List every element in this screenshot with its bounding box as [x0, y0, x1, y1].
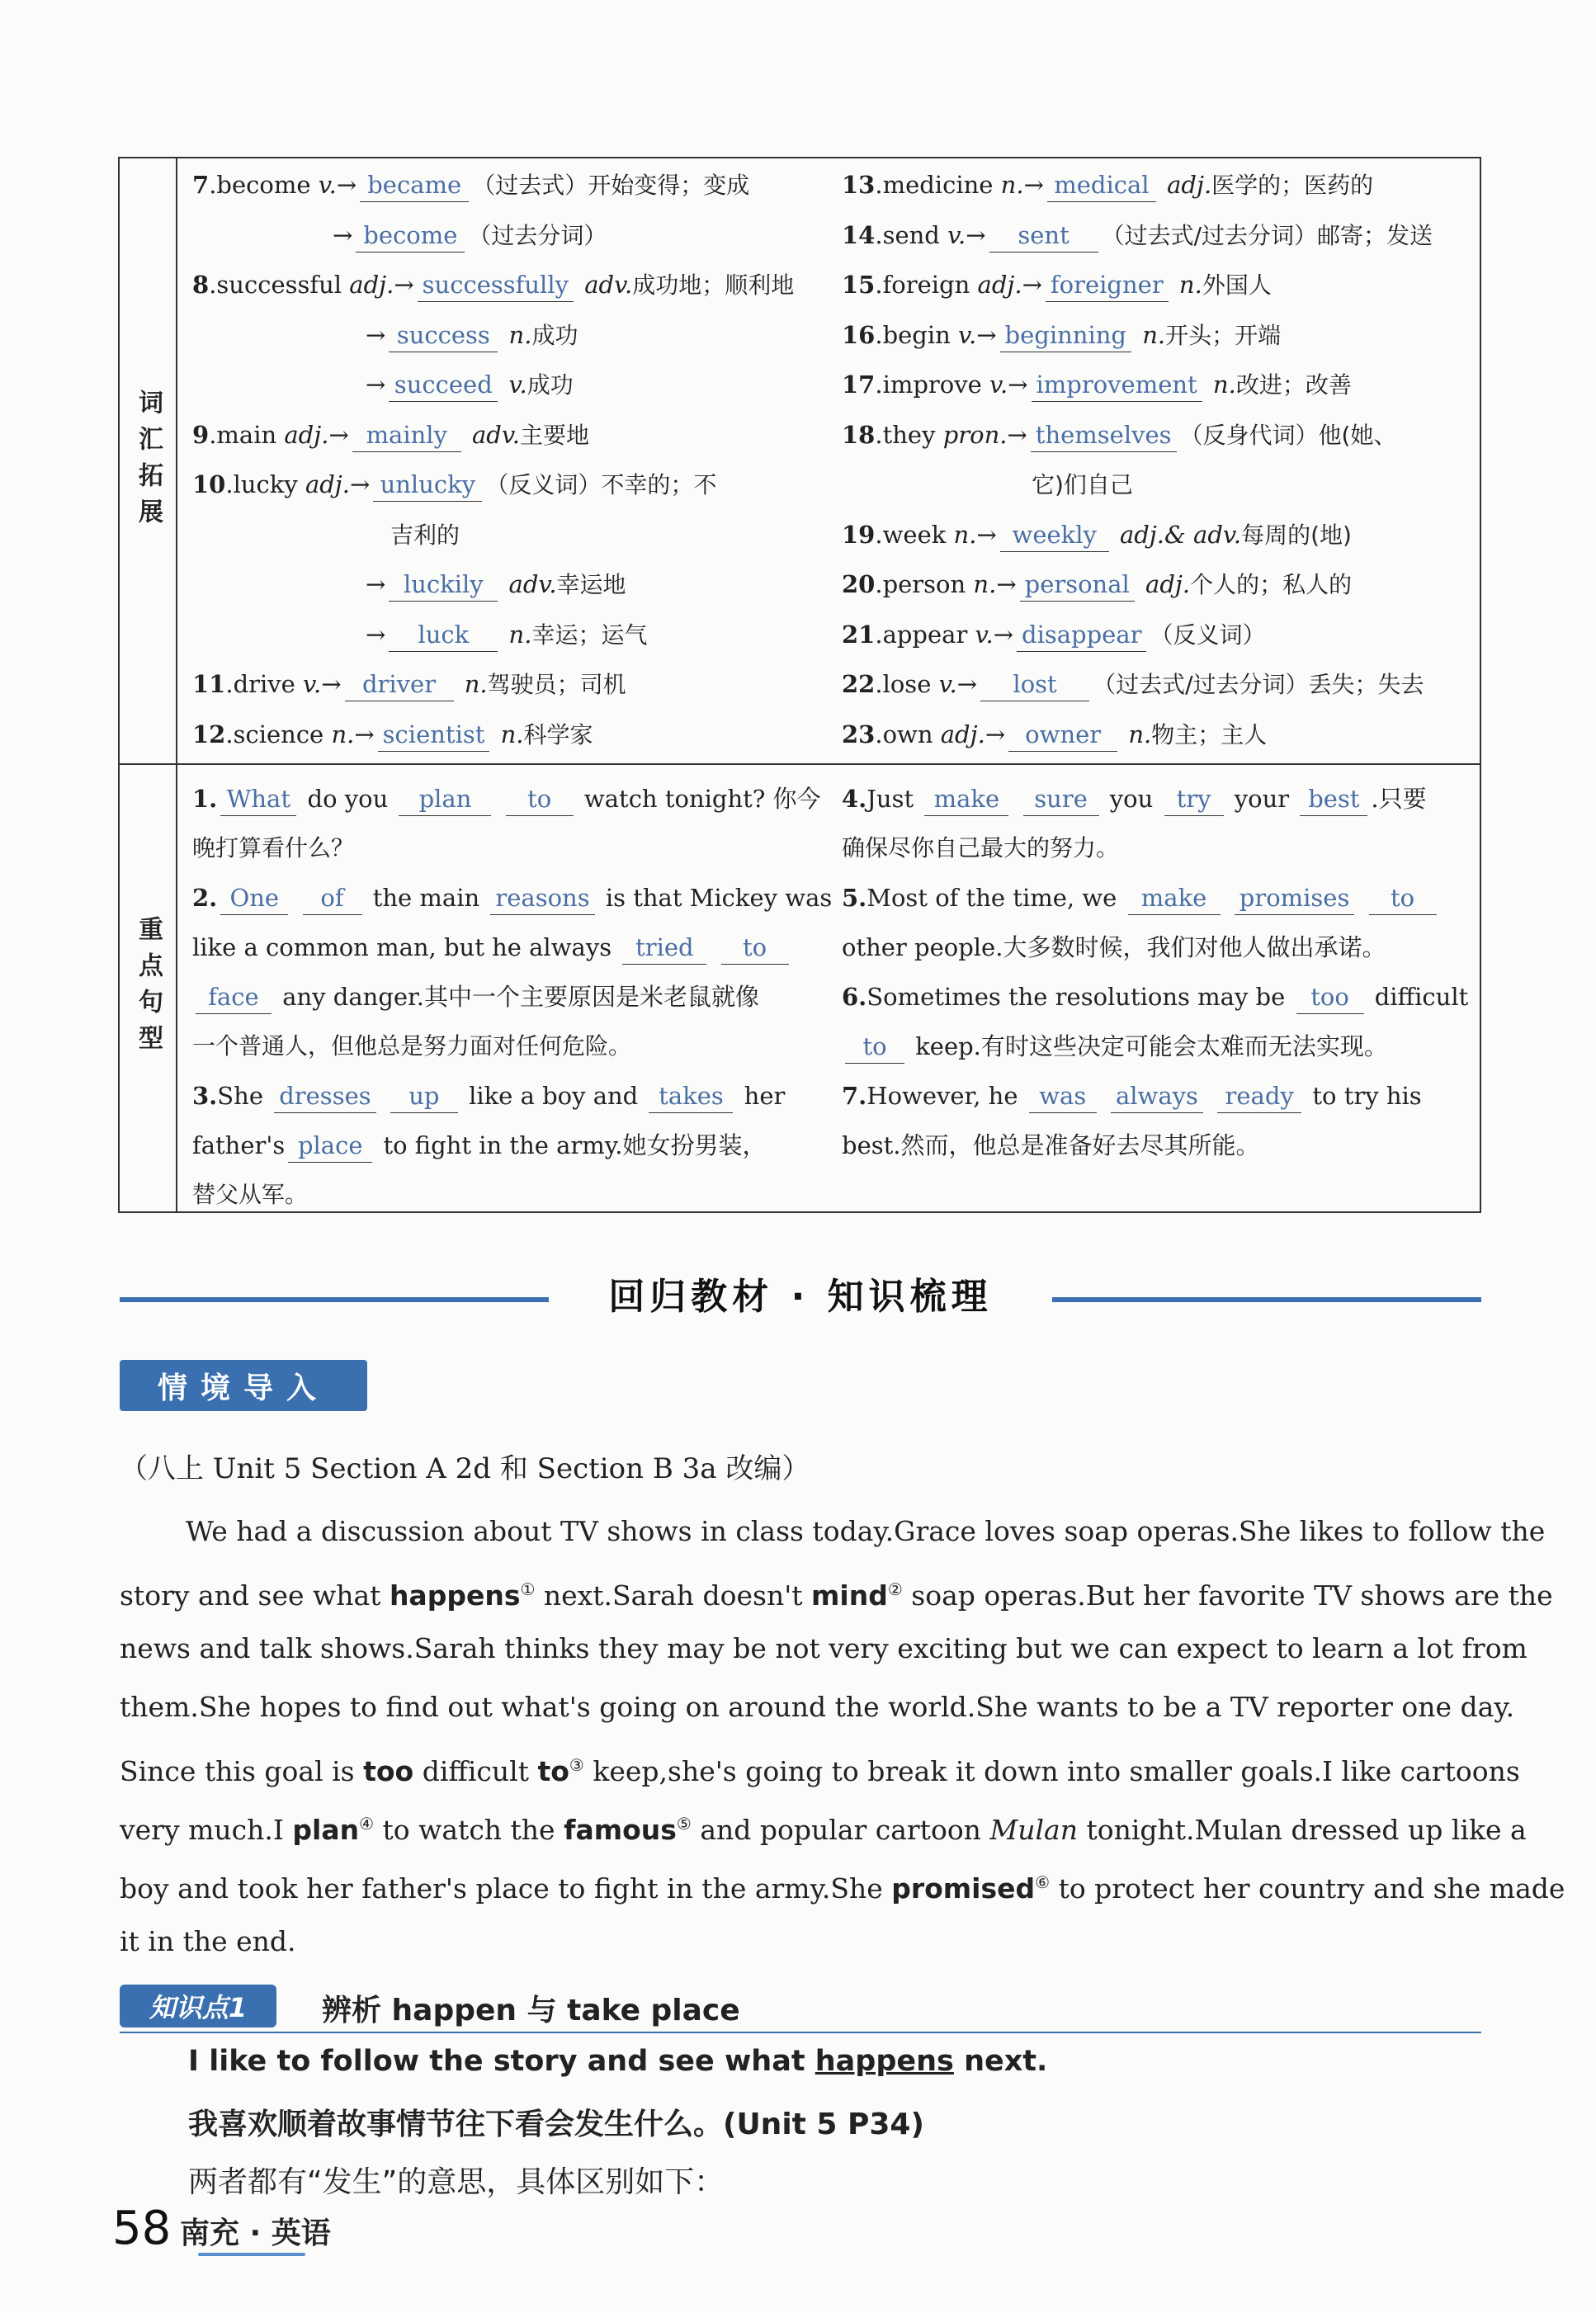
passage-line: Since this goal is too difficult to③ keep,she's going to break it down into smaller goals.I like cartoons — [120, 1755, 1520, 1787]
sentence-line: face any danger.其中一个主要原因是米老鼠就像 — [192, 972, 819, 1022]
sentence-line: to keep.有时这些决定可能会太难而无法实现。 — [842, 1022, 1477, 1071]
answer-blank[interactable]: beginning — [1000, 319, 1131, 352]
vocab-item: 12.science n.→ scientist n.科学家 — [192, 710, 811, 760]
passage-line: We had a discussion about TV shows in class today.Grace loves soap operas.She likes to follow the — [186, 1515, 1546, 1547]
passage-line: boy and took her father's place to fight in the army.She promised⑥ to protect her country and she made — [120, 1872, 1565, 1905]
sentences-right — [842, 774, 1477, 1170]
vocab-item: → succeed v.成功 — [192, 360, 811, 410]
sentence-section-header: 重点句型 — [120, 765, 177, 1211]
vocab-item: 22.lose v.→ lost （过去式/过去分词）丢失；失去 — [842, 659, 1477, 710]
sentence-line: 1. What do you plan to watch tonight? 你今 — [192, 774, 819, 824]
answer-blank[interactable]: driver — [345, 668, 454, 701]
answer-blank[interactable]: tried — [622, 931, 706, 965]
passage-line: them.She hopes to find out what's going on around the world.She wants to be a TV reporter one day. — [120, 1691, 1515, 1723]
sentence-line: 2. One of the main reasons is that Mickey was — [192, 873, 819, 923]
vocab-item: 19.week n.→ weekly adj.& adv.每周的(地) — [842, 510, 1477, 560]
vocab-item: 吉利的 — [390, 521, 460, 549]
intro-tag: 情境导入 — [120, 1360, 367, 1411]
explanation-text: 两者都有“发生”的意思，具体区别如下： — [188, 2165, 725, 2199]
answer-blank[interactable]: was — [1029, 1079, 1097, 1113]
answer-blank[interactable]: up — [390, 1079, 458, 1113]
answer-blank[interactable]: weekly — [1000, 518, 1109, 552]
vocab-item: → luck n.幸运；运气 — [192, 610, 811, 660]
answer-blank[interactable]: foreigner — [1046, 268, 1169, 302]
vocab-item: 11.drive v.→ driver n.驾驶员；司机 — [192, 659, 811, 710]
vocab-item: 17.improve v.→ improvement n.改进；改善 — [842, 360, 1477, 410]
answer-blank[interactable]: too — [1296, 980, 1364, 1014]
example-sentence-en: I like to follow the story and see what happens next. — [188, 2045, 1048, 2078]
vocab-item: 20.person n.→ personal adj.个人的；私人的 — [842, 559, 1477, 610]
sentence-line: best.然而，他总是准备好去尽其所能。 — [842, 1131, 1260, 1159]
answer-blank[interactable]: to — [845, 1030, 904, 1064]
vocab-item: 15.foreign adj.→ foreigner n.外国人 — [842, 260, 1477, 310]
answer-blank[interactable]: mainly — [352, 418, 461, 452]
answer-blank[interactable]: promises — [1235, 881, 1355, 915]
passage-line: news and talk shows.Sarah thinks they may be not very exciting but we can expect to learn a lot from — [120, 1632, 1528, 1664]
footer-accent-line — [198, 2253, 305, 2256]
answer-blank[interactable]: try — [1164, 782, 1224, 816]
answer-blank[interactable]: medical — [1047, 168, 1156, 202]
vocab-table — [118, 157, 1481, 1213]
knowledge-point-tag: 知识点1 — [120, 1985, 276, 2027]
answer-blank[interactable]: became — [360, 168, 469, 202]
source-note: （八上 Unit 5 Section A 2d 和 Section B 3a 改编） — [120, 1452, 810, 1485]
answer-blank[interactable]: sent — [989, 219, 1098, 253]
answer-blank[interactable]: personal — [1020, 568, 1135, 602]
answer-blank[interactable]: themselves — [1031, 418, 1177, 452]
banner-line-right — [1052, 1297, 1481, 1302]
vocab-item: 23.own adj.→ owner n.物主；主人 — [842, 710, 1477, 760]
answer-blank[interactable]: make — [924, 782, 1008, 816]
sentence-line: 7.However, he was always ready to try his — [842, 1071, 1477, 1121]
answer-blank[interactable]: luck — [389, 618, 498, 652]
vocab-right-column — [842, 160, 1477, 759]
answer-blank[interactable]: ready — [1217, 1079, 1301, 1113]
vocab-item: 13.medicine n.→ medical adj.医学的；医药的 — [842, 160, 1477, 210]
example-sentence-zh: 我喜欢顺着故事情节往下看会发生什么。(Unit 5 P34) — [188, 2108, 924, 2141]
section-title: 回归教材 · 知识梳理 — [608, 1276, 993, 1318]
vocab-item: 7.become v.→ became （过去式）开始变得；变成 — [192, 160, 811, 210]
vocab-item: 16.begin v.→ beginning n.开头；开端 — [842, 310, 1477, 361]
answer-blank[interactable]: success — [389, 319, 498, 352]
passage-line: story and see what happens① next.Sarah doesn't mind② soap operas.But her favorite TV shows are the — [120, 1579, 1553, 1612]
book-label: 南充 · 英语 — [180, 2216, 331, 2250]
page-number: 58 — [112, 2202, 172, 2255]
passage-line: it in the end. — [120, 1925, 296, 1957]
answer-blank[interactable]: disappear — [1017, 618, 1146, 652]
answer-blank[interactable]: scientist — [378, 718, 490, 752]
answer-blank[interactable]: to — [721, 931, 789, 965]
vocab-item: 21.appear v.→ disappear （反义词） — [842, 610, 1477, 660]
knowledge-point-underline — [120, 2032, 1481, 2033]
vocab-item: → luckily adv.幸运地 — [192, 559, 811, 610]
sentence-line: 一个普通人，但他总是努力面对任何危险。 — [192, 1032, 632, 1060]
sentence-line: 确保尽你自己最大的努力。 — [842, 834, 1120, 861]
vocab-item: 它)们自己 — [1032, 471, 1133, 498]
sentence-line: 6.Sometimes the resolutions may be too difficult — [842, 972, 1477, 1022]
vocab-item: 10.lucky adj.→ unlucky （反义词）不幸的；不 — [192, 460, 811, 510]
answer-blank[interactable]: best — [1300, 782, 1367, 816]
vocab-item: 14.send v.→ sent （过去式/过去分词）邮寄；发送 — [842, 210, 1477, 261]
vocab-item: 18.they pron.→ themselves （反身代词）他(她、 — [842, 410, 1477, 460]
sentence-line: father's place to fight in the army.她女扮男装， — [192, 1121, 819, 1170]
answer-blank[interactable]: always — [1111, 1079, 1203, 1113]
sentences-left — [192, 774, 833, 1220]
answer-blank[interactable]: takes — [649, 1079, 733, 1113]
answer-blank[interactable]: plan — [399, 782, 491, 816]
sentence-line: 3.She dresses up like a boy and takes her — [192, 1071, 819, 1121]
answer-blank[interactable]: of — [303, 881, 362, 915]
answer-blank[interactable]: owner — [1008, 718, 1117, 752]
vocab-left-column — [192, 160, 811, 759]
answer-blank[interactable]: sure — [1023, 782, 1099, 816]
reading-passage — [120, 1502, 1565, 1971]
vocab-section-header: 词汇拓展 — [120, 158, 177, 765]
sentence-line: like a common man, but he always tried to — [192, 923, 819, 972]
sentence-line: 替父从军。 — [192, 1181, 309, 1208]
answer-blank[interactable]: What — [220, 782, 296, 816]
answer-blank[interactable]: improvement — [1032, 368, 1202, 402]
knowledge-point-title: 辨析 happen 与 take place — [322, 1994, 740, 2027]
answer-blank[interactable]: luckily — [389, 568, 498, 602]
sentence-line: 晚打算看什么？ — [192, 834, 355, 861]
row-divider — [120, 763, 1480, 765]
sentence-line: 4.Just make sure you try your best .只要 — [842, 774, 1477, 824]
answer-blank[interactable]: place — [288, 1129, 372, 1163]
answer-blank[interactable]: become — [356, 219, 465, 253]
passage-line: very much.I plan④ to watch the famous⑤ and popular cartoon Mulan tonight.Mulan dressed up like a — [120, 1814, 1527, 1846]
answer-blank[interactable]: One — [220, 881, 288, 915]
answer-blank[interactable]: face — [196, 980, 272, 1014]
answer-blank[interactable]: make — [1128, 881, 1221, 915]
answer-blank[interactable]: unlucky — [373, 468, 482, 502]
answer-blank[interactable]: lost — [980, 668, 1089, 701]
banner-line-left — [120, 1297, 549, 1302]
vocab-item: → become （过去分词） — [192, 210, 811, 261]
answer-blank[interactable]: successfully — [418, 268, 574, 302]
answer-blank[interactable]: to — [1369, 881, 1437, 915]
sentence-line: 5.Most of the time, we make promises to — [842, 873, 1477, 923]
answer-blank[interactable]: to — [506, 782, 574, 816]
vocab-item: → success n.成功 — [192, 310, 811, 361]
answer-blank[interactable]: succeed — [389, 368, 498, 402]
vocab-item: 8.successful adj.→ successfully adv.成功地；顺利地 — [192, 260, 811, 310]
vocab-item: 9.main adj.→ mainly adv.主要地 — [192, 410, 811, 460]
sentence-line: other people.大多数时候，我们对他人做出承诺。 — [842, 933, 1386, 961]
answer-blank[interactable]: dresses — [274, 1079, 375, 1113]
answer-blank[interactable]: reasons — [490, 881, 594, 915]
